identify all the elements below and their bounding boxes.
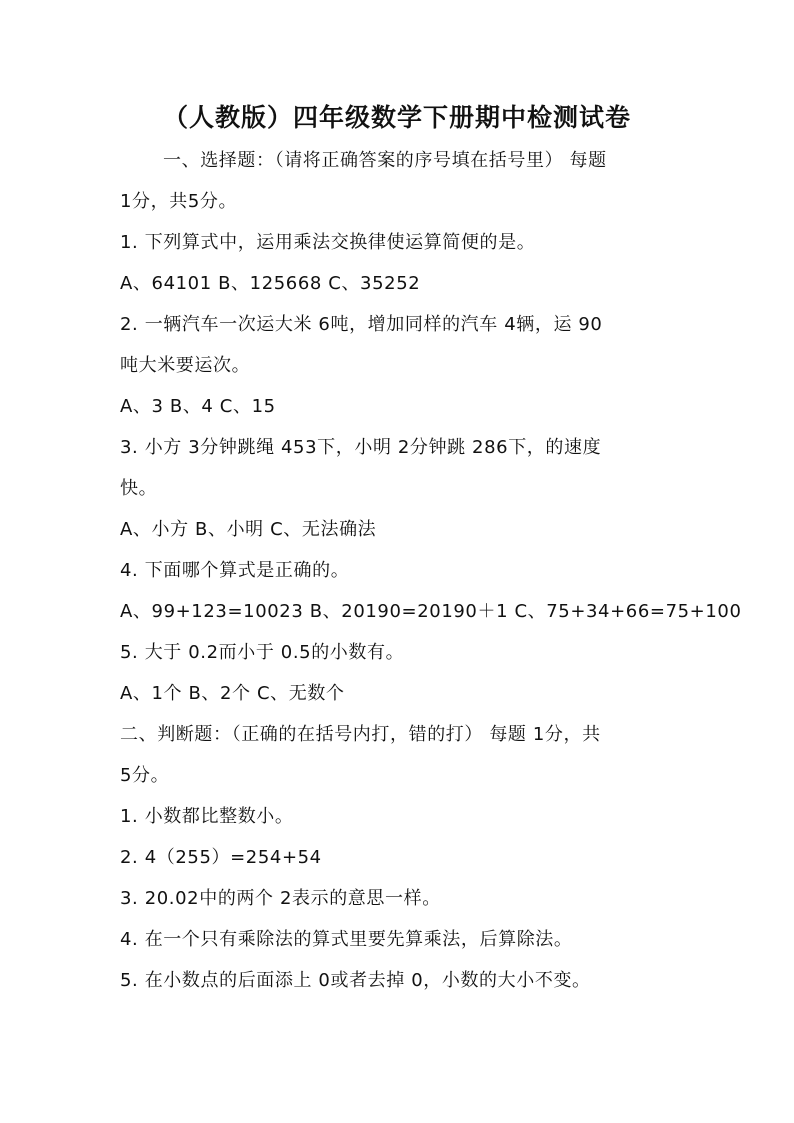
question-3: 3. 小方 3分钟跳绳 453下，小明 2分钟跳 286下，的速度 bbox=[120, 437, 602, 458]
question-2-cont: 吨大米要运次。 bbox=[120, 355, 251, 376]
question-4: 4. 下面哪个算式是正确的。 bbox=[120, 560, 350, 581]
question-3-options: A、小方 B、小明 C、无法确法 bbox=[120, 519, 377, 540]
question-5: 5. 大于 0.2而小于 0.5的小数有。 bbox=[120, 642, 405, 663]
question-1: 1. 下列算式中，运用乘法交换律使运算简便的是。 bbox=[120, 232, 536, 253]
judge-question-4: 4. 在一个只有乘除法的算式里要先算乘法，后算除法。 bbox=[120, 929, 573, 950]
section1-heading: 一、选择题：（请将正确答案的序号填在括号里） 每题 bbox=[163, 150, 607, 171]
judge-question-3: 3. 20.02中的两个 2表示的意思一样。 bbox=[120, 888, 441, 909]
question-5-options: A、1个 B、2个 C、无数个 bbox=[120, 683, 345, 704]
judge-question-1: 1. 小数都比整数小。 bbox=[120, 806, 294, 827]
page-title: （人教版）四年级数学下册期中检测试卷 bbox=[162, 103, 631, 132]
question-1-options: A、64101 B、125668 C、35252 bbox=[120, 273, 421, 294]
section2-heading-cont: 5分。 bbox=[120, 765, 170, 786]
judge-question-5: 5. 在小数点的后面添上 0或者去掉 0，小数的大小不变。 bbox=[120, 970, 591, 991]
section2-heading: 二、判断题：（正确的在括号内打，错的打） 每题 1分，共 bbox=[120, 724, 601, 745]
section1-heading-cont: 1分，共5分。 bbox=[120, 191, 238, 212]
question-4-options: A、99+123=10023 B、20190=20190＋1 C、75+34+66=75+100 bbox=[120, 601, 742, 622]
question-3-cont: 快。 bbox=[120, 478, 158, 499]
question-2-options: A、3 B、4 C、15 bbox=[120, 396, 276, 417]
judge-question-2: 2. 4（255）=254+54 bbox=[120, 847, 322, 868]
question-2: 2. 一辆汽车一次运大米 6吨，增加同样的汽车 4辆，运 90 bbox=[120, 314, 603, 335]
